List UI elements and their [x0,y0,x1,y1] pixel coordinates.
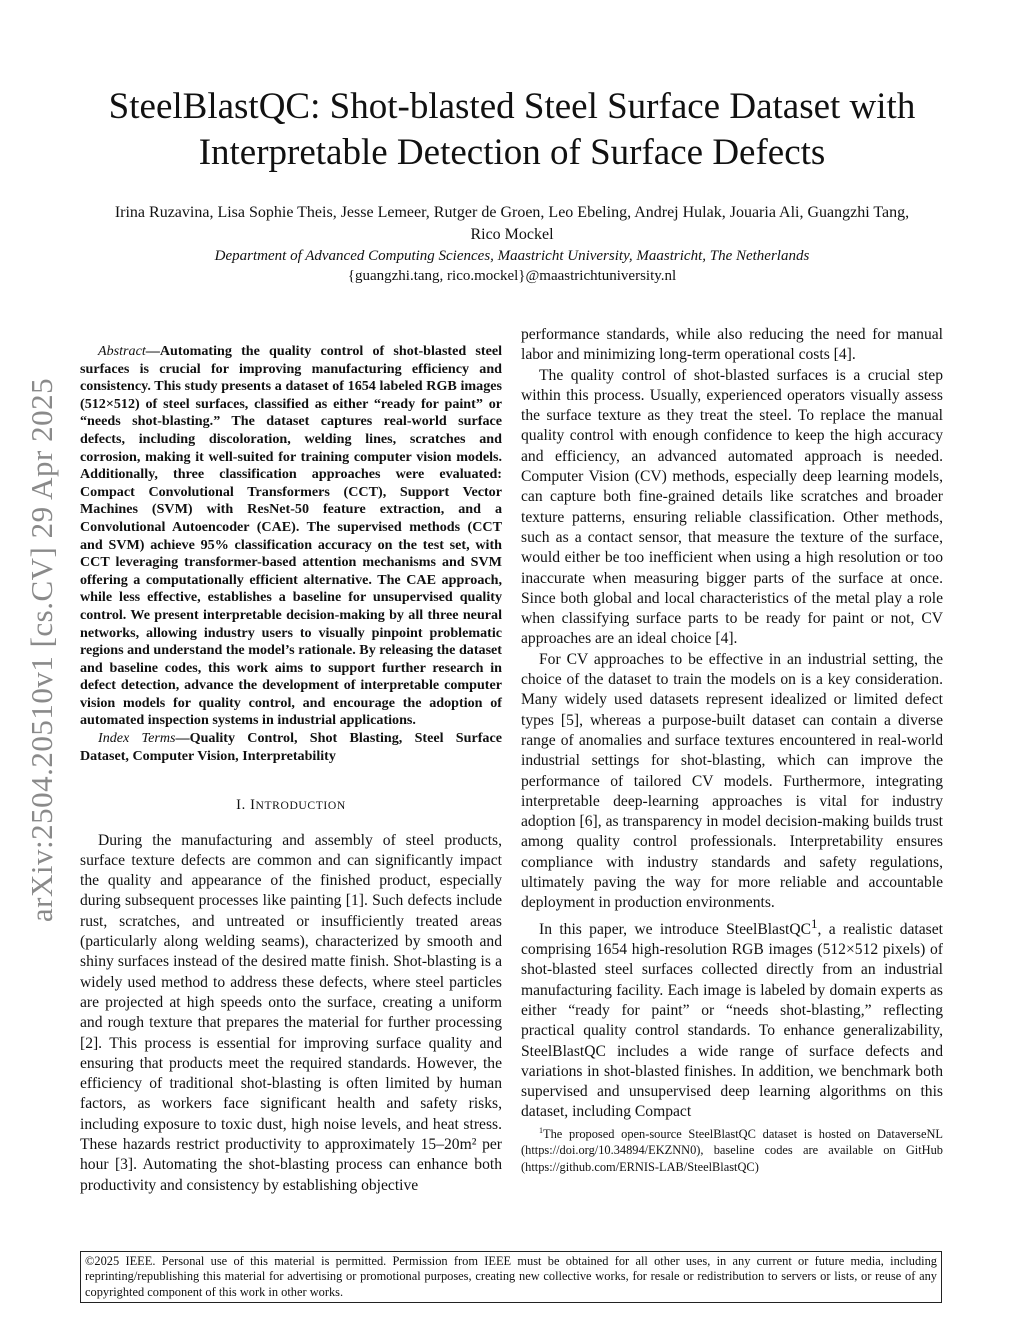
section-heading-introduction [80,795,502,816]
section-numeral: I. [236,797,251,814]
index-terms [80,730,502,765]
intro-paragraph-4 [521,914,943,1123]
right-column [521,325,943,1175]
section-initial: I [250,797,256,814]
index-terms-label: Index Terms [98,730,176,747]
contact-email: {guangzhi.tang, rico.mockel}@maastrichtuniversity.nl [347,268,677,284]
index-terms-text: —Quality Control, Shot Blasting, Steel Surface Dataset, Computer Vision, Interpretability [80,730,502,764]
abstract-text: —Automating the quality control of shot-blasted steel surfaces is crucial for improving manufacturing efficiency and consistency. This study presents a dataset of 1654 labeled RGB images (512×512) of steel surfaces, classified as either “ready for paint” or “needs shot-blasting.” The dataset captures real-world surface defects, including discoloration, welding lines, scratches and corrosion, making it well-suited for training computer vision models. Additionally, three classification approaches were evaluated: Compact Convolutional Transformers (CCT), Support Vector Machines (SVM) with ResNet-50 feature extraction, and a Convolutional Autoencoder (CAE). The supervised methods (CCT and SVM) achieve 95% classification accuracy on the test set, with CCT leveraging transformer-based attention mechanisms and SVM offering a computationally efficient alternative. The CAE approach, while less effective, establishes a baseline for unsupervised quality control. We present interpretable decision-making by all three neural networks, allowing industry users to visually pinpoint problematic regions and understand the model’s rationale. By releasing the dataset and baseline codes, this work aims to support further research in defect detection, advance the development of interpretable computer vision models for quality control, and encourage the adoption of automated inspection systems in industrial applications. [80,343,502,729]
paper-title: SteelBlastQC: Shot-blasted Steel Surface Dataset with Interpretable Detection of Surface Defects [108,86,916,173]
section-title-rest: NTRODUCTION [255,799,346,813]
intro-paragraph-1: During the manufacturing and assembly of steel products, surface texture defects are common and can significantly impact the quality and appearance of the finished product, especially during subsequent processes like painting [1]. Such defects include rust, scratches, and untreated or insufficiently treated areas (particularly along welding seams), characterized by smooth and shiny surfaces instead of the desired matte finish. Shot-blasting is a widely used method to address these defects, where steel particles are projected at high speeds onto the surface, creating a uniform and rough texture that prepares the material for further processing [2]. This process is essential for improving surface quality and ensuring that products meet the required standards. However, the efficiency of traditional shot-blasting is often limited by human factors, as workers face significant health and safety risks, including exposure to toxic dust, high noise levels, and heat stress. These hazards restrict productivity to approximately 15–20m² per hour [3]. Automating the shot-blasting process can enhance both productivity and consistency by establishing objective [80,831,502,1194]
intro-paragraph-2: The quality control of shot-blasted surfaces is a crucial step within this process. Usually, experienced operators visually assess the surface texture as they treat the steel. To replace the manual quality control with enough confidence to keep the high accuracy and efficiency, an advanced automated approach is needed. Computer Vision (CV) methods, especially deep learning models, can capture both fine-grained details like scratches and broader texture patterns, ensuring reliable classification. Other methods, such as a contact sensor, that measure the texture of the surface, would either be too inefficient when using a high resolution or too inaccurate when measuring bigger parts of the surface at once. Since both global and local characteristics of the metal play a role when classifying surface parts to be ready for paint or not, CV approaches are an ideal choice [4]. [521,366,943,648]
intro-paragraph-4-end: , a realistic dataset comprising 1654 high-resolution RGB images (512×512 pixels) of shot-blasted steel surfaces collected directly from an industrial manufacturing facility. Each image is labeled by domain experts as either “ready for paint” or “needs shot-blasting,” reflecting practical quality control standards. To enhance generalizability, SteelBlastQC includes a wide range of surface defects and variations in shot-blasted finishes. In addition, we benchmark both supervised and unsupervised deep learning algorithms on this dataset, including Compact [521,920,943,1121]
abstract [80,343,502,730]
intro-paragraph-3: For CV approaches to be effective in an industrial setting, the choice of the dataset to train the models on is a key consideration. Many widely used datasets represent idealized or limited defect types [5], whereas a purpose-built dataset can contain a diverse range of anomalies and surface textures encountered in real-world industrial settings for shot-blasting, which can improve the performance of tailored CV models. Furthermore, integrating interpretable deep-learning approaches is vital for industry adoption [6], as transparency in model decision-making builds trust among quality control professionals. Interpretability ensures compliance with industry standards and safety regulations, ultimately paving the way for more reliable and accountable deployment in production environments. [521,650,943,912]
footnote [521,1123,943,1176]
footnote-text: The proposed open-source SteelBlastQC dataset is hosted on DataverseNL (https://doi.org/10.34894/EKZNN0), baseline codes are available on GitHub (https://github.com/ERNIS-LAB/SteelBlastQC) [521,1126,943,1174]
affiliation: Department of Advanced Computing Sciences, Maastricht University, Maastricht, The Netherlands [214,248,810,264]
author-list: Irina Ruzavina, Lisa Sophie Theis, Jesse Lemeer, Rutger de Groen, Leo Ebeling, Andrej Hulak, Jouaria Ali, Guangzhi Tang, Rico Mockel [114,204,910,243]
footnote-reference: 1 [811,915,818,931]
intro-paragraph-4-start: In this paper, we introduce SteelBlastQC [539,920,812,938]
footnote-mark: 1 [539,1125,543,1135]
abstract-label: Abstract [98,343,146,359]
intro-paragraph-1-continued: performance standards, while also reducing the need for manual labor and minimizing long-term operational costs [4]. [521,326,943,364]
arxiv-identifier: arXiv:2504.20510v1 [cs.CV] 29 Apr 2025 [24,377,59,923]
left-column [80,343,502,1196]
copyright-notice: ©2025 IEEE. Personal use of this material is permitted. Permission from IEEE must be obtained for all other uses, in any current or future media, including reprinting/republishing this material for advertising or promotional purposes, creating new collective works, for resale or redistribution to servers or lists, or reuse of any copyrighted component of this work in other works. [80,1251,942,1303]
